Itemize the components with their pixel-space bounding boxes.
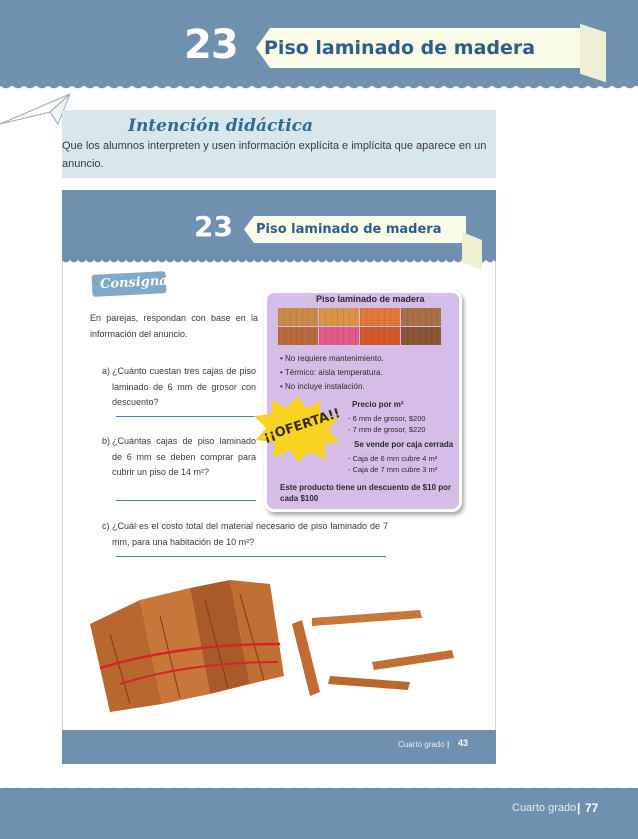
wood-swatch (401, 327, 441, 345)
wood-swatch (360, 327, 400, 345)
student-page-grade-label: Cuarto grado (398, 740, 445, 749)
wood-planks-illustration (80, 564, 460, 714)
answer-line-a[interactable] (116, 416, 256, 417)
lesson-number: 23 (184, 22, 238, 68)
student-page-lesson-title: Piso laminado de madera (256, 222, 442, 237)
wood-swatch (278, 327, 318, 345)
box-list (348, 453, 437, 475)
student-page-number: 43 (458, 738, 469, 748)
question-text: ¿Cuántas cajas de piso laminado de 6 mm se deben comprar para cubrir un piso de 14 m²? (112, 436, 256, 477)
instructions-text: En parejas, respondan con base en la información del anuncio. (90, 313, 258, 339)
consigna-label: Consigna 1 (99, 272, 182, 293)
answer-line-b[interactable] (116, 500, 256, 501)
advert-title: Piso laminado de madera (316, 294, 425, 304)
advert-feature: • No requiere mantenimiento. (280, 354, 384, 363)
question-letter: a) (102, 366, 111, 376)
question-b (102, 434, 256, 481)
advert-features (280, 352, 384, 394)
answer-line-c[interactable] (116, 556, 386, 557)
question-letter: c) (102, 521, 110, 531)
student-page-lesson-number: 23 (194, 210, 233, 243)
oferta-label: ¡¡OFERTA!! (261, 406, 343, 445)
box-heading: Se vende por caja cerrada (354, 440, 454, 449)
price-item: - 7 mm de grosor, $220 (348, 425, 426, 434)
wood-swatch (319, 327, 359, 345)
wood-swatch (360, 308, 400, 326)
wood-swatch (401, 308, 441, 326)
question-text: ¿Cuánto cuestan tres cajas de piso laminado de 6 mm de grosor con descuento? (112, 366, 256, 407)
price-list (348, 413, 426, 435)
question-c (102, 519, 388, 550)
box-item: - Caja de 7 mm cubre 3 m² (348, 465, 438, 474)
lesson-title: Piso laminado de madera (264, 37, 536, 59)
question-letter: b) (102, 436, 111, 446)
footer-separator: | (577, 801, 581, 815)
question-text: ¿Cuál es el costo total del material necesario de piso laminado de 7 mm, para una habitación de 10 m²? (112, 521, 388, 547)
price-item: - 6 mm de grosor, $200 (348, 414, 426, 423)
price-heading: Precio por m² (352, 400, 404, 409)
footer-page-number: 77 (585, 801, 599, 815)
intencion-text: Que los alumnos interpreten y usen información explícita e implícita que aparece en un anuncio. (62, 140, 487, 170)
box-item: - Caja de 6 mm cubre 4 m² (348, 454, 438, 463)
advert-feature: • Térmico: aísla temperatura. (280, 368, 383, 377)
intencion-heading: Intención didáctica (128, 116, 314, 136)
title-tab-fold (580, 24, 606, 82)
discount-text: Este producto tiene un descuento de $10 por cada $100 (280, 483, 452, 503)
advert-feature: • No incluye instalación. (280, 382, 365, 391)
wood-swatch (278, 308, 318, 326)
question-a (102, 364, 256, 411)
footer-grade: Cuarto grado (512, 802, 577, 814)
student-page-footer-grade: Cuarto grado | (398, 740, 450, 749)
wood-swatch (319, 308, 359, 326)
